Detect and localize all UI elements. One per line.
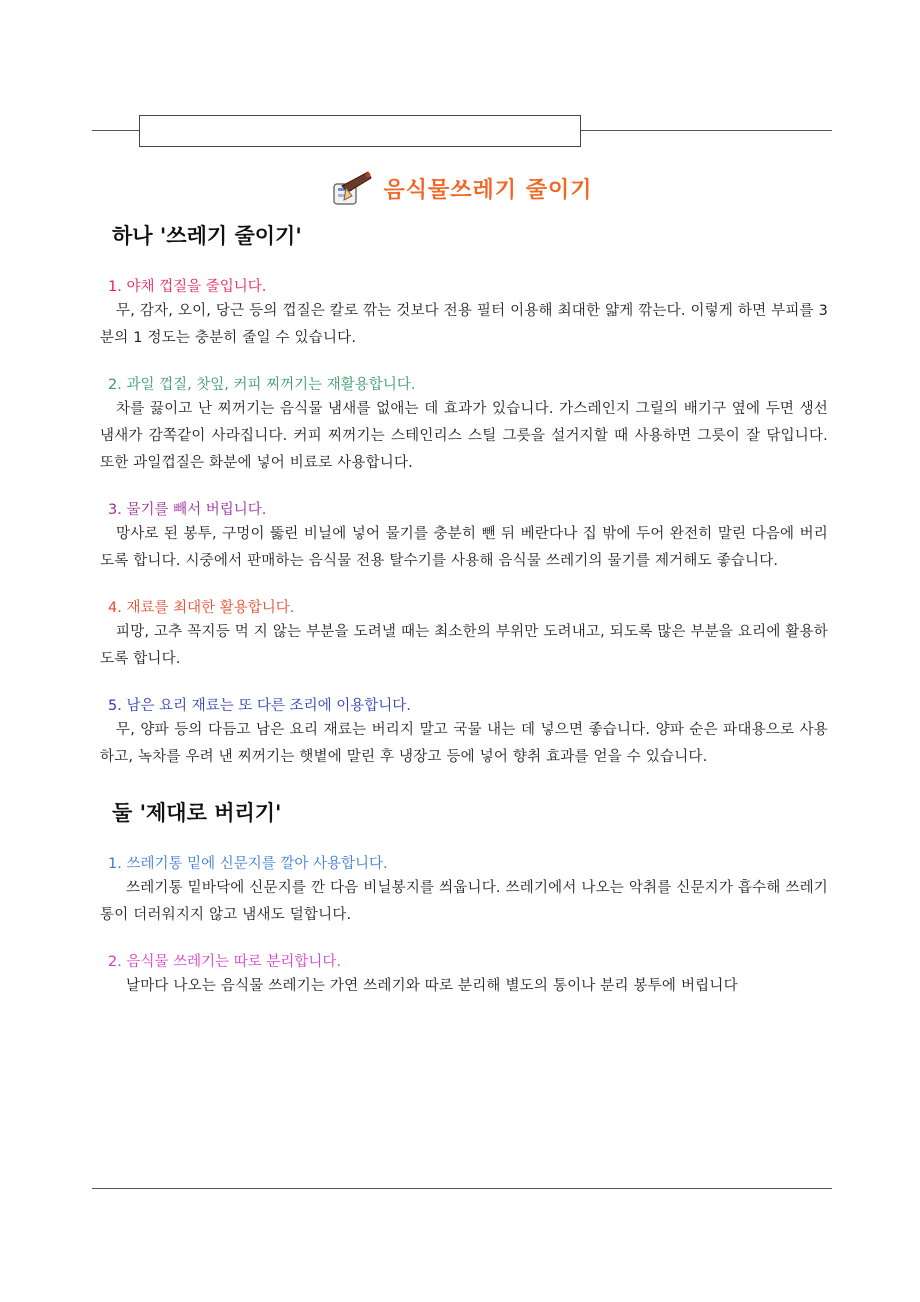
list-item bbox=[100, 374, 828, 477]
item-body: 무, 양파 등의 다듬고 남은 요리 재료는 버리지 말고 국물 내는 데 넣으면 좋습니다. 양파 순은 파대용으로 사용하고, 녹차를 우려 낸 찌꺼기는 햇볕에 말린 후 냉장고 등에 넣어 향취 효과를 얻을 수 있습니다. bbox=[100, 722, 828, 765]
pointing-hand-icon bbox=[328, 168, 374, 208]
item-body: 쓰레기통 밑바닥에 신문지를 깐 다음 비닐봉지를 씌웁니다. 쓰레기에서 나오는 악취를 신문지가 흡수해 쓰레기통이 더러워지지 않고 냄새도 덜합니다. bbox=[100, 880, 828, 923]
section-reduce-waste bbox=[100, 218, 828, 771]
item-heading: 3. 물기를 빼서 버립니다. bbox=[108, 502, 267, 518]
item-body: 차를 끓이고 난 찌꺼기는 음식물 냄새를 없애는 데 효과가 있습니다. 가스레인지 그릴의 배기구 옆에 두면 생선 냄새가 감쪽같이 사라집니다. 커피 찌꺼기는 스테인리스 스틸 그릇을 설거지할 때 사용하면 그릇이 잘 닦입니다. 또한 과일껍질은 화분에 넣어 비료로 사용합니다. bbox=[100, 401, 828, 471]
item-body: 망사로 된 봉투, 구멍이 뚫린 비닐에 넣어 물기를 충분히 뺀 뒤 베란다나 집 밖에 두어 완전히 말린 다음에 버리도록 합니다. 시중에서 판매하는 음식물 전용 탈수기를 사용해 음식물 쓰레기의 물기를 제거해도 좋습니다. bbox=[100, 526, 828, 569]
list-item bbox=[100, 597, 828, 673]
item-body: 피망, 고추 꼭지등 먹 지 않는 부분을 도려낼 때는 최소한의 부위만 도려내고, 되도록 많은 부분을 요리에 활용하도록 합니다. bbox=[100, 624, 828, 667]
footer-rule bbox=[92, 1188, 832, 1189]
header-box bbox=[139, 115, 581, 147]
item-heading: 4. 재료를 최대한 활용합니다. bbox=[108, 600, 295, 616]
item-body: 날마다 나오는 음식물 쓰레기는 가연 쓰레기와 따로 분리해 별도의 통이나 분리 봉투에 버립니다 bbox=[126, 978, 738, 994]
item-heading: 1. 쓰레기통 밑에 신문지를 깔아 사용합니다. bbox=[108, 856, 388, 872]
list-item bbox=[100, 499, 828, 575]
list-item bbox=[100, 695, 828, 771]
item-body: 무, 감자, 오이, 당근 등의 껍질은 칼로 깎는 것보다 전용 필터 이용해 최대한 얇게 깎는다. 이렇게 하면 부피를 3분의 1 정도는 충분히 줄일 수 있습니다. bbox=[100, 303, 828, 346]
list-item bbox=[100, 853, 828, 929]
list-item bbox=[100, 951, 828, 1000]
item-heading: 5. 남은 요리 재료는 또 다른 조리에 이용합니다. bbox=[108, 698, 411, 714]
document-body bbox=[100, 218, 828, 1000]
title-row bbox=[0, 166, 920, 210]
page-title: 음식물쓰레기 줄이기 bbox=[383, 177, 593, 203]
section-heading: 하나 '쓰레기 줄이기' bbox=[112, 224, 302, 248]
item-heading: 1. 야채 껍질을 줄입니다. bbox=[108, 279, 267, 295]
section-dispose-properly bbox=[100, 795, 828, 1000]
section-gap bbox=[100, 771, 828, 795]
item-heading: 2. 과일 껍질, 찻잎, 커피 찌꺼기는 재활용합니다. bbox=[108, 377, 416, 393]
list-item bbox=[100, 276, 828, 352]
item-heading: 2. 음식물 쓰레기는 따로 분리합니다. bbox=[108, 954, 341, 970]
section-heading: 둘 '제대로 버리기' bbox=[112, 801, 282, 825]
